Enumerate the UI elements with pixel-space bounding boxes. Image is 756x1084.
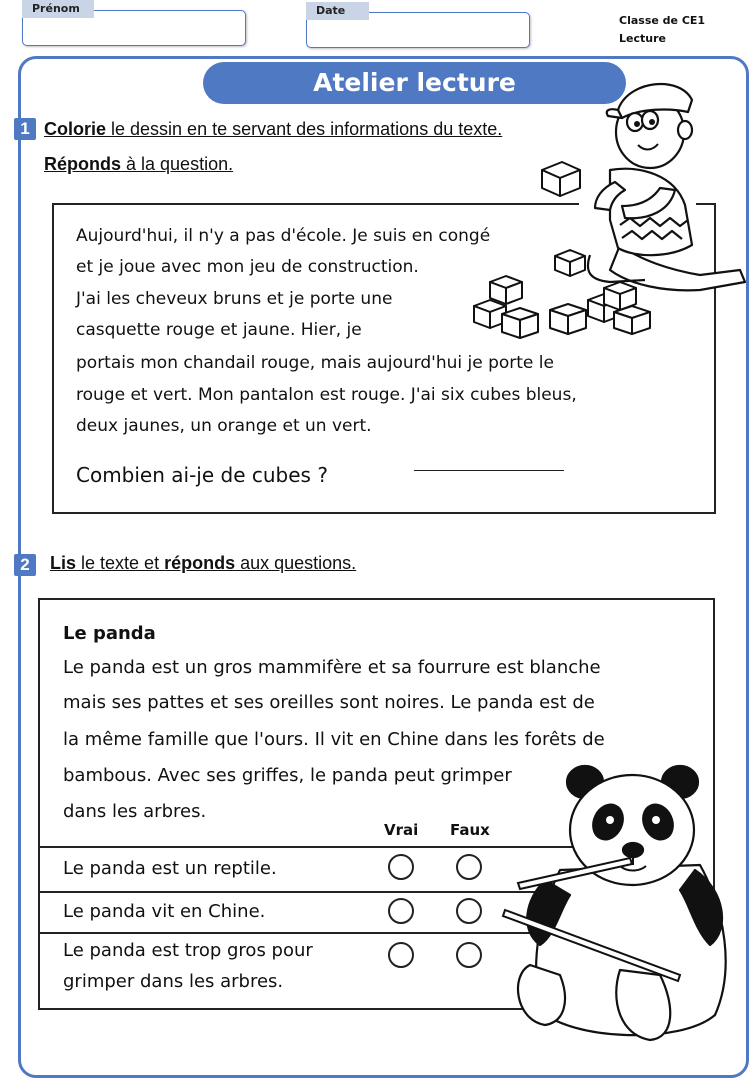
story-line: Aujourd'hui, il n'y a pas d'école. Je suis en congé [76,226,491,246]
section-2-number: 2 [14,554,36,576]
instruction-text: le texte et [76,553,165,573]
date-label: Date [306,2,369,20]
date-field [306,2,530,49]
section-1-instruction-1 [44,119,502,140]
section-2-instruction [50,553,356,574]
answer-line[interactable] [414,470,564,471]
panda-text-line: dans les arbres. [63,801,207,822]
class-name: Classe de CE1 [619,14,706,27]
instruction-verb-reponds: Réponds [44,154,122,174]
story-line: rouge et vert. Mon pantalon est rouge. J'ai six cubes bleus, [76,385,577,405]
panda-text-line: mais ses pattes et ses oreilles sont noires. Le panda est de [63,692,595,713]
answer-vrai-radio[interactable] [388,942,414,968]
column-vrai: Vrai [384,821,419,839]
boy-illustration [470,70,750,350]
answer-faux-radio[interactable] [456,942,482,968]
instruction-text: aux questions. [235,553,357,573]
answer-vrai-radio[interactable] [388,854,414,880]
statement-text: Le panda est trop gros pour [63,940,313,961]
instruction-verb-reponds: réponds [164,553,236,573]
section-1-instruction-2 [44,154,233,175]
instruction-verb-lis: Lis [50,553,77,573]
prenom-label: Prénom [22,0,94,18]
instruction-verb-colorie: Colorie [44,119,107,139]
statement-text: Le panda vit en Chine. [63,901,266,922]
panda-text-line: Le panda est un gros mammifère et sa fourrure est blanche [63,657,601,678]
answer-faux-radio[interactable] [456,854,482,880]
panda-text-line: la même famille que l'ours. Il vit en Chine dans les forêts de [63,729,605,750]
page-title: Atelier lecture [203,62,626,104]
story-line: deux jaunes, un orange et un vert. [76,416,372,436]
panda-illustration [500,760,745,1050]
subject-name: Lecture [619,32,666,45]
class-info [619,12,705,48]
story-line: portais mon chandail rouge, mais aujourd'hui je porte le [76,353,554,373]
instruction-text: le dessin en te servant des informations du texte. [106,119,503,139]
column-faux: Faux [450,821,490,839]
section-1-number: 1 [14,118,36,140]
cubes-question: Combien ai-je de cubes ? [76,463,328,487]
statement-text: Le panda est un reptile. [63,858,277,879]
statement-text: grimper dans les arbres. [63,971,284,992]
answer-faux-radio[interactable] [456,898,482,924]
story-line: J'ai les cheveux bruns et je porte une [76,289,393,309]
story-line: casquette rouge et jaune. Hier, je [76,320,362,340]
panda-title: Le panda [63,623,156,644]
prenom-field [22,0,246,47]
instruction-text: à la question. [121,154,234,174]
story-line: et je joue avec mon jeu de construction. [76,257,419,277]
answer-vrai-radio[interactable] [388,898,414,924]
panda-text-line: bambous. Avec ses griffes, le panda peut grimper [63,765,512,786]
